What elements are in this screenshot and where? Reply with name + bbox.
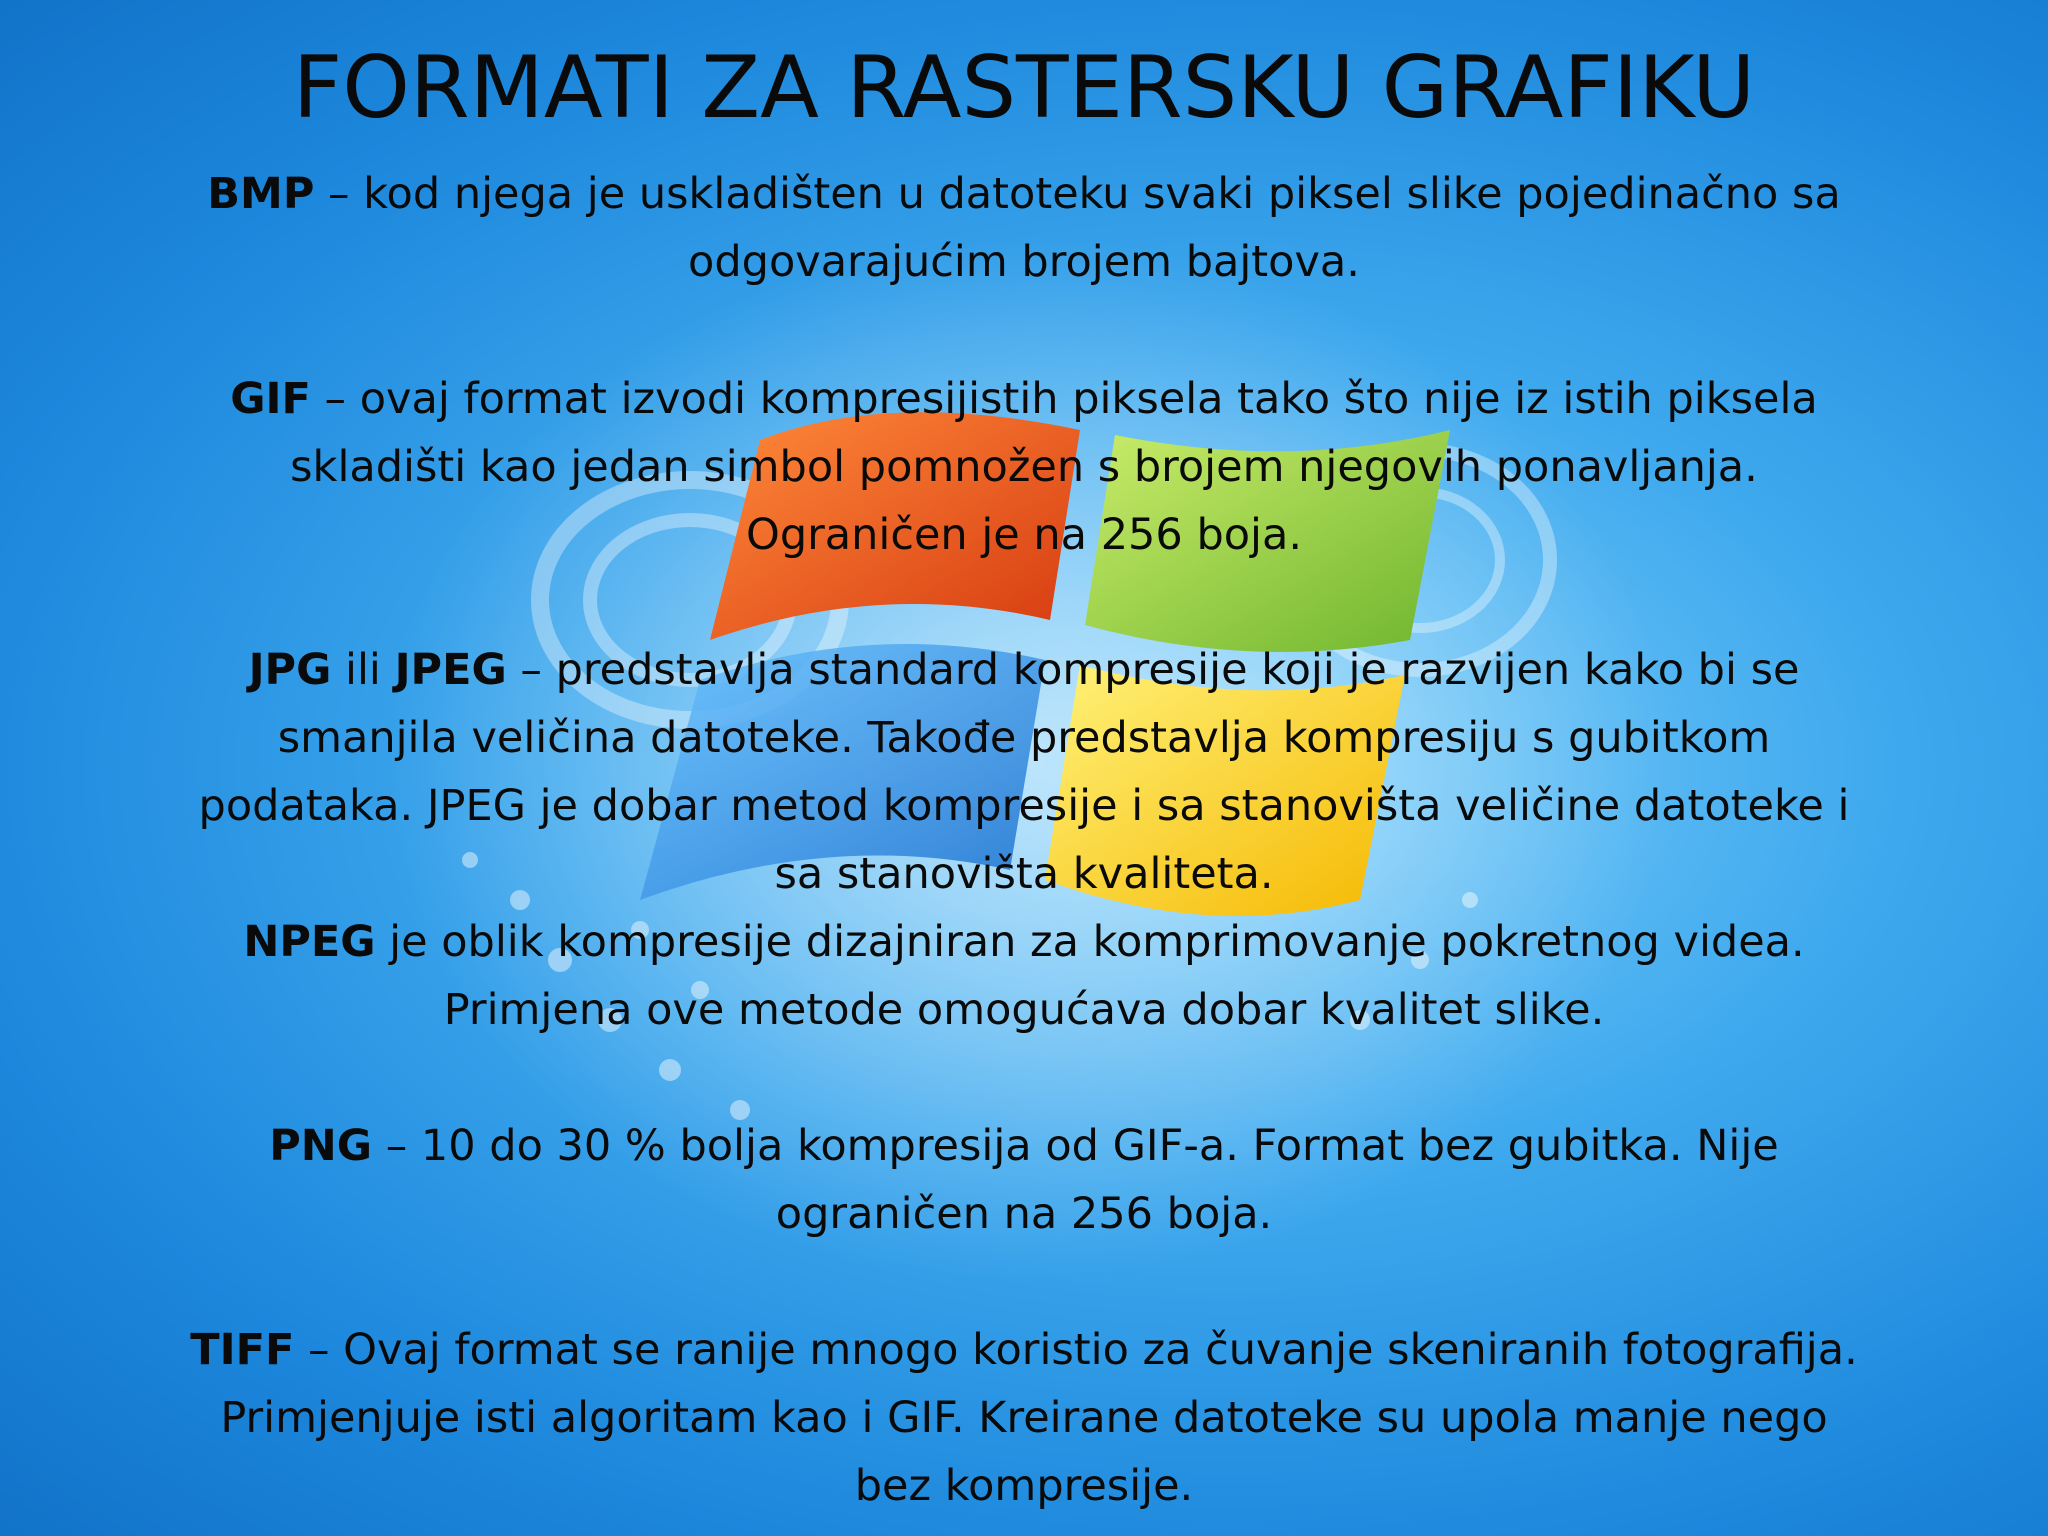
- paragraph-tiff: [120, 1316, 1928, 1520]
- paragraph-gif: [120, 365, 1928, 569]
- term-png: PNG: [269, 1121, 373, 1171]
- paragraph-bmp: [120, 160, 1928, 296]
- paragraph-bmp-text: – kod njega je uskladišten u datoteku svaki piksel slike pojedinačno sa odgovarajućim brojem bajtova.: [328, 169, 1841, 287]
- paragraph-png: [120, 1112, 1928, 1248]
- paragraph-jpg: [120, 636, 1928, 908]
- term-tiff: TIFF: [190, 1325, 295, 1375]
- term-npeg: NPEG: [243, 917, 376, 967]
- term-jpeg: JPEG: [394, 645, 507, 695]
- paragraph-png-text: – 10 do 30 % bolja kompresija od GIF-a. Format bez gubitka. Nije ograničen na 256 boja.: [385, 1121, 1779, 1239]
- paragraph-jpg-connector: ili: [331, 645, 395, 695]
- term-jpg: JPG: [248, 645, 332, 695]
- term-gif: GIF: [230, 374, 311, 424]
- paragraph-tiff-text: – Ovaj format se ranije mnogo koristio za čuvanje skeniranih fotografija. Primjenjuje isti algoritam kao i GIF. Kreirane datoteke su upola manje nego bez kompresije.: [220, 1325, 1858, 1511]
- paragraph-gif-text: – ovaj format izvodi kompresijistih piksela tako što nije iz istih piksela skladišti kao jedan simbol pomnožen s brojem njegovih ponavljanja. Ograničen je na 256 boja.: [290, 374, 1818, 560]
- slide-title: FORMATI ZA RASTERSKU GRAFIKU: [292, 38, 1756, 138]
- term-bmp: BMP: [207, 169, 315, 219]
- paragraph-npeg-text: je oblik kompresije dizajniran za komprimovanje pokretnog videa. Primjena ove metode omogućava dobar kvalitet slike.: [389, 917, 1805, 1035]
- paragraph-npeg: [120, 908, 1928, 1044]
- paragraph-jpg-text: – predstavlja standard kompresije koji je razvijen kako bi se smanjila veličina datoteke. Takođe predstavlja kompresiju s gubitkom podataka. JPEG je dobar metod kompresije i sa stanovišta veličine datoteke i sa stanovišta kvaliteta.: [198, 645, 1850, 899]
